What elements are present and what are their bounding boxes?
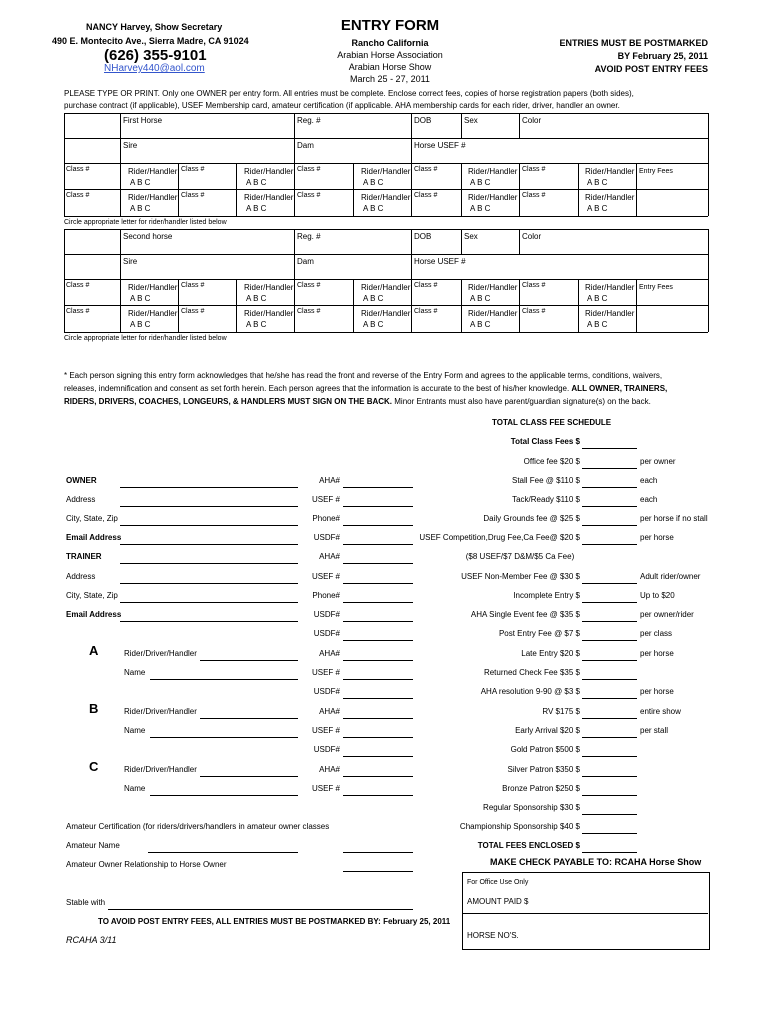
championship-sponsorship-label: Championship Sponsorship $40 $ — [459, 822, 580, 831]
rider-handler-cell[interactable]: Rider/Handler — [361, 193, 411, 202]
class-number-cell[interactable]: Class # — [522, 192, 546, 199]
usdf-label: USDF# — [313, 687, 340, 696]
trainer-address-label: Address — [66, 572, 96, 581]
rv-fee-field[interactable] — [582, 718, 637, 719]
grounds-fee-field[interactable] — [582, 525, 637, 526]
horse-2-reg-label[interactable]: Reg. # — [297, 232, 321, 241]
silver-patron-field[interactable] — [582, 776, 637, 777]
usef-number-label: USEF # — [311, 784, 340, 793]
aha-resolution-field[interactable] — [582, 698, 637, 699]
agreement-line-2: releases, indemnification and consent as set forth herein. Each person agrees that the information is accurate to the best of his/her knowledge. ALL OWNER, TRAINERS, — [64, 384, 668, 393]
horse-1-dam-label[interactable]: Dam — [297, 141, 314, 150]
abc-selector[interactable]: A B C — [587, 204, 608, 213]
entry-fees-cell[interactable]: Entry Fees — [639, 168, 673, 175]
amateur-cert-label: Amateur Certification (for riders/drivers/handlers in amateur owner classes — [66, 822, 330, 831]
rider-c-name-field[interactable] — [150, 795, 298, 796]
abc-selector[interactable]: A B C — [470, 204, 491, 213]
usdf-label: USDF# — [313, 629, 340, 638]
regular-sponsorship-field[interactable] — [582, 814, 637, 815]
rider-a-usdf-field[interactable] — [343, 698, 413, 699]
secretary-email-link[interactable]: NHarvey440@aol.com — [104, 63, 205, 74]
class-number-cell[interactable]: Class # — [297, 192, 321, 199]
rider-c-field[interactable] — [200, 776, 298, 777]
total-class-fees-field[interactable] — [582, 448, 637, 449]
rider-handler-cell[interactable]: Rider/Handler — [585, 193, 635, 202]
postmark-line-3: AVOID POST ENTRY FEES — [594, 64, 708, 74]
instructions-line-1: PLEASE TYPE OR PRINT. Only one OWNER per entry form. All entries must be complete. Enclose correct fees, copies of horse registration papers (both sides), — [64, 89, 634, 98]
form-title: ENTRY FORM — [340, 17, 440, 34]
fee-schedule-title: TOTAL CLASS FEE SCHEDULE — [492, 418, 612, 427]
bronze-patron-label: Bronze Patron $250 $ — [502, 784, 580, 793]
rv-fee-note: entire show — [640, 707, 681, 716]
rider-handler-cell[interactable]: Rider/Handler — [244, 283, 294, 292]
owner-usdf-field[interactable] — [343, 544, 413, 545]
stall-fee-label: Stall Fee @ $110 $ — [511, 476, 580, 485]
horse-1-color-label[interactable]: Color — [522, 116, 542, 125]
rider-handler-cell[interactable]: Rider/Handler — [361, 167, 411, 176]
championship-sponsorship-field[interactable] — [582, 833, 637, 834]
secretary-phone: (626) 355-9101 — [104, 47, 207, 64]
rider-handler-cell[interactable]: Rider/Handler — [585, 309, 635, 318]
class-number-cell[interactable]: Class # — [414, 166, 438, 173]
amateur-number-field[interactable] — [343, 852, 413, 853]
trainer-label: TRAINER — [66, 552, 102, 561]
amateur-relationship-field[interactable] — [343, 871, 413, 872]
usdf-label: USDF# — [313, 533, 340, 542]
aha-number-label: AHA# — [319, 765, 340, 774]
trainer-email-field[interactable] — [120, 621, 298, 622]
usdf-label: USDF# — [313, 610, 340, 619]
class-number-cell[interactable]: Class # — [66, 166, 90, 173]
post-entry-label: Post Entry Fee @ $7 $ — [498, 629, 580, 638]
horse-1-reg-label[interactable]: Reg. # — [297, 116, 321, 125]
stall-fee-note: each — [640, 476, 658, 485]
class-number-cell[interactable]: Class # — [297, 308, 321, 315]
total-fees-enclosed-label: TOTAL FEES ENCLOSED $ — [477, 841, 580, 850]
aha-number-label: AHA# — [319, 649, 340, 658]
rider-handler-cell[interactable]: Rider/Handler — [244, 193, 294, 202]
early-arrival-field[interactable] — [582, 737, 637, 738]
rider-name-label: Name — [124, 668, 146, 677]
late-entry-label: Late Entry $20 $ — [521, 649, 580, 658]
rider-letter-a: A — [89, 643, 99, 658]
tack-fee-label: Tack/Ready $110 $ — [512, 495, 580, 504]
rider-a-usef-field[interactable] — [343, 679, 413, 680]
horse-1-dob-label[interactable]: DOB — [414, 116, 432, 125]
instructions-line-2: purchase contract (if applicable), USEF Membership card, amateur certification (if applicable. AHA membership cards for each rider, driver, handler an owner. — [64, 101, 620, 110]
horse-numbers-label[interactable]: HORSE NO'S. — [467, 931, 519, 940]
form-code: RCAHA 3/11 — [66, 935, 117, 945]
aha-resolution-label: AHA resolution 9-90 @ $3 $ — [480, 687, 580, 696]
owner-city-field[interactable] — [120, 525, 298, 526]
bronze-patron-field[interactable] — [582, 795, 637, 796]
class-number-cell[interactable]: Class # — [181, 192, 205, 199]
rider-b-name-field[interactable] — [150, 737, 298, 738]
class-number-cell[interactable]: Class # — [522, 166, 546, 173]
trainer-aha-field[interactable] — [343, 563, 413, 564]
gold-patron-label: Gold Patron $500 $ — [510, 745, 580, 754]
owner-email-field[interactable] — [120, 544, 298, 545]
horse-2-color-label[interactable]: Color — [522, 232, 542, 241]
gold-patron-field[interactable] — [582, 756, 637, 757]
rider-b-usef-field[interactable] — [343, 737, 413, 738]
postmark-warning: TO AVOID POST ENTRY FEES, ALL ENTRIES MUST BE POSTMARKED BY: February 25, 2011 — [98, 917, 451, 926]
rider-b-field[interactable] — [200, 718, 298, 719]
rider-b-aha-field[interactable] — [343, 718, 413, 719]
aha-resolution-note: per horse — [640, 687, 674, 696]
circle-note: Circle appropriate letter for rider/handler listed below — [64, 219, 227, 226]
association: Arabian Horse Association — [337, 50, 443, 60]
rider-handler-cell[interactable]: Rider/Handler — [244, 167, 294, 176]
phone-label: Phone# — [312, 514, 340, 523]
trainer-name-field[interactable] — [120, 563, 298, 564]
abc-selector[interactable]: A B C — [470, 178, 491, 187]
total-fees-enclosed-field[interactable] — [582, 852, 637, 853]
rider-handler-cell[interactable]: Rider/Handler — [585, 283, 635, 292]
tack-fee-note: each — [640, 495, 658, 504]
rider-name-label: Name — [124, 784, 146, 793]
owner-label: OWNER — [66, 476, 97, 485]
amount-paid-label[interactable]: AMOUNT PAID $ — [467, 897, 529, 906]
rider-handler-cell[interactable]: Rider/Handler — [244, 309, 294, 318]
stable-with-label: Stable with — [66, 898, 106, 907]
rider-handler-cell[interactable]: Rider/Handler — [128, 309, 178, 318]
aha-single-note: per owner/rider — [640, 610, 694, 619]
late-entry-note: per horse — [640, 649, 674, 658]
horse-1-sex-label[interactable]: Sex — [464, 116, 478, 125]
horse-2-dam-label[interactable]: Dam — [297, 257, 314, 266]
trainer-address-field[interactable] — [120, 583, 298, 584]
incomplete-entry-note: Up to $20 — [640, 591, 675, 600]
rider-c-aha-field[interactable] — [343, 776, 413, 777]
returned-check-field[interactable] — [582, 679, 637, 680]
stable-with-field[interactable] — [108, 909, 413, 910]
abc-selector[interactable]: A B C — [130, 320, 151, 329]
owner-address-label: Address — [66, 495, 96, 504]
owner-aha-field[interactable] — [343, 487, 413, 488]
abc-selector[interactable]: A B C — [587, 294, 608, 303]
horse-2-sire-label[interactable]: Sire — [123, 257, 138, 266]
stall-fee-field[interactable] — [582, 487, 637, 488]
rider-handler-cell[interactable]: Rider/Handler — [128, 193, 178, 202]
owner-name-field[interactable] — [120, 487, 298, 488]
early-arrival-note: per stall — [640, 726, 669, 735]
rider-a-aha-field[interactable] — [343, 660, 413, 661]
rider-handler-cell[interactable]: Rider/Handler — [128, 167, 178, 176]
abc-selector[interactable]: A B C — [587, 178, 608, 187]
rider-driver-handler-label: Rider/Driver/Handler — [124, 707, 197, 716]
amateur-relationship-label: Amateur Owner Relationship to Horse Owner — [66, 860, 227, 869]
aha-single-label: AHA Single Event fee @ $35 $ — [470, 610, 580, 619]
rider-letter-c: C — [89, 759, 99, 774]
office-fee-field[interactable] — [582, 468, 637, 469]
aha-single-field[interactable] — [582, 621, 637, 622]
class-number-cell[interactable]: Class # — [297, 166, 321, 173]
office-use-label: For Office Use Only — [467, 879, 529, 886]
payable-to: MAKE CHECK PAYABLE TO: RCAHA Horse Show — [490, 857, 702, 867]
office-fee-note: per owner — [640, 457, 676, 466]
abc-selector[interactable]: A B C — [246, 204, 267, 213]
rider-a-field[interactable] — [200, 660, 298, 661]
show-name: Arabian Horse Show — [348, 62, 432, 72]
abc-selector[interactable]: A B C — [246, 178, 267, 187]
class-number-cell[interactable]: Class # — [66, 282, 90, 289]
secretary-title: NANCY Harvey, Show Secretary — [86, 22, 223, 32]
amateur-name-label: Amateur Name — [66, 841, 120, 850]
usef-number-label: USEF # — [311, 495, 340, 504]
first-horse-label[interactable]: First Horse — [123, 116, 163, 125]
rider-handler-cell[interactable]: Rider/Handler — [468, 193, 518, 202]
tack-fee-field[interactable] — [582, 506, 637, 507]
usdf-field[interactable] — [343, 640, 413, 641]
abc-selector[interactable]: A B C — [246, 294, 267, 303]
horse-1-sire-label[interactable]: Sire — [123, 141, 138, 150]
rider-handler-cell[interactable]: Rider/Handler — [128, 283, 178, 292]
abc-selector[interactable]: A B C — [363, 294, 384, 303]
usef-comp-fee-note: per horse — [640, 533, 674, 542]
abc-selector[interactable]: A B C — [470, 294, 491, 303]
class-number-cell[interactable]: Class # — [181, 166, 205, 173]
owner-address-field[interactable] — [120, 506, 298, 507]
class-number-cell[interactable]: Class # — [66, 308, 90, 315]
usef-nonmember-label: USEF Non-Member Fee @ $30 $ — [461, 572, 580, 581]
rider-handler-cell[interactable]: Rider/Handler — [361, 309, 411, 318]
usef-comp-fee-field[interactable] — [582, 544, 637, 545]
total-class-fees-label: Total Class Fees $ — [510, 437, 580, 446]
rider-letter-b: B — [89, 701, 99, 716]
trainer-phone-field[interactable] — [343, 602, 413, 603]
regular-sponsorship-label: Regular Sponsorship $30 $ — [483, 803, 580, 812]
horse-2-usef-label[interactable]: Horse USEF # — [414, 257, 466, 266]
abc-selector[interactable]: A B C — [130, 294, 151, 303]
rider-handler-cell[interactable]: Rider/Handler — [585, 167, 635, 176]
rider-c-usef-field[interactable] — [343, 795, 413, 796]
horse-1-usef-label[interactable]: Horse USEF # — [414, 141, 466, 150]
entry-fees-cell[interactable]: Entry Fees — [639, 284, 673, 291]
office-use-box — [462, 872, 710, 950]
incomplete-entry-field[interactable] — [582, 602, 637, 603]
usef-comp-fee-label: USEF Competition,Drug Fee,Ca Fee@ $20 $ — [419, 533, 580, 542]
grounds-fee-note: per horse if no stall — [640, 514, 708, 523]
returned-check-label: Returned Check Fee $35 $ — [483, 668, 580, 677]
abc-selector[interactable]: A B C — [363, 204, 384, 213]
abc-selector[interactable]: A B C — [587, 320, 608, 329]
class-number-cell[interactable]: Class # — [522, 282, 546, 289]
early-arrival-label: Early Arrival $20 $ — [515, 726, 580, 735]
usef-nonmember-field[interactable] — [582, 583, 637, 584]
owner-city-label: City, State, Zip — [66, 514, 118, 523]
silver-patron-label: Silver Patron $350 $ — [507, 765, 580, 774]
class-number-cell[interactable]: Class # — [522, 308, 546, 315]
abc-selector[interactable]: A B C — [130, 178, 151, 187]
class-number-cell[interactable]: Class # — [297, 282, 321, 289]
show-dates: March 25 - 27, 2011 — [350, 74, 430, 84]
trainer-city-label: City, State, Zip — [66, 591, 118, 600]
class-number-cell[interactable]: Class # — [414, 282, 438, 289]
aha-number-label: AHA# — [319, 707, 340, 716]
rider-handler-cell[interactable]: Rider/Handler — [468, 167, 518, 176]
rider-driver-handler-label: Rider/Driver/Handler — [124, 765, 197, 774]
usef-nonmember-note: Adult rider/owner — [640, 572, 701, 581]
class-number-cell[interactable]: Class # — [66, 192, 90, 199]
class-number-cell[interactable]: Class # — [414, 192, 438, 199]
postmark-line-1: ENTRIES MUST BE POSTMARKED — [559, 38, 708, 48]
rider-b-usdf-field[interactable] — [343, 756, 413, 757]
horse-2-sex-label[interactable]: Sex — [464, 232, 478, 241]
venue: Rancho California — [351, 38, 429, 48]
class-number-cell[interactable]: Class # — [414, 308, 438, 315]
trainer-email-label: Email Address — [66, 610, 122, 619]
abc-selector[interactable]: A B C — [470, 320, 491, 329]
rider-name-label: Name — [124, 726, 146, 735]
trainer-city-field[interactable] — [120, 602, 298, 603]
agreement-line-1: * Each person signing this entry form acknowledges that he/she has read the front and reverse of the Entry Form and agrees to the applicable terms, conditions, waivers, — [64, 371, 663, 380]
post-entry-field[interactable] — [582, 640, 637, 641]
class-number-cell[interactable]: Class # — [181, 308, 205, 315]
amateur-name-field[interactable] — [148, 852, 298, 853]
trainer-usef-field[interactable] — [343, 583, 413, 584]
rv-fee-label: RV $175 $ — [542, 707, 580, 716]
office-fee-label: Office fee $20 $ — [523, 457, 580, 466]
owner-usef-field[interactable] — [343, 506, 413, 507]
abc-selector[interactable]: A B C — [363, 320, 384, 329]
late-entry-field[interactable] — [582, 660, 637, 661]
abc-selector[interactable]: A B C — [363, 178, 384, 187]
aha-number-label: AHA# — [319, 476, 340, 485]
trainer-usdf-field[interactable] — [343, 621, 413, 622]
circle-note: Circle appropriate letter for rider/handler listed below — [64, 335, 227, 342]
phone-label: Phone# — [312, 591, 340, 600]
horse-2-dob-label[interactable]: DOB — [414, 232, 432, 241]
aha-number-label: AHA# — [319, 552, 340, 561]
owner-email-label: Email Address — [66, 533, 122, 542]
usef-number-label: USEF # — [311, 572, 340, 581]
rider-handler-cell[interactable]: Rider/Handler — [361, 283, 411, 292]
rider-handler-cell[interactable]: Rider/Handler — [468, 283, 518, 292]
abc-selector[interactable]: A B C — [130, 204, 151, 213]
rider-a-name-field[interactable] — [150, 679, 298, 680]
class-number-cell[interactable]: Class # — [181, 282, 205, 289]
secretary-address: 490 E. Montecito Ave., Sierra Madre, CA 91024 — [52, 36, 249, 46]
owner-phone-field[interactable] — [343, 525, 413, 526]
fee-breakdown-note: ($8 USEF/$7 D&M/$5 Ca Fee) — [465, 552, 575, 561]
incomplete-entry-label: Incomplete Entry $ — [513, 591, 580, 600]
rider-driver-handler-label: Rider/Driver/Handler — [124, 649, 197, 658]
usdf-label: USDF# — [313, 745, 340, 754]
second-horse-label[interactable]: Second horse — [123, 232, 173, 241]
abc-selector[interactable]: A B C — [246, 320, 267, 329]
postmark-line-2: BY February 25, 2011 — [617, 51, 708, 61]
usef-number-label: USEF # — [311, 668, 340, 677]
post-entry-note: per class — [640, 629, 673, 638]
rider-handler-cell[interactable]: Rider/Handler — [468, 309, 518, 318]
usef-number-label: USEF # — [311, 726, 340, 735]
agreement-line-3: RIDERS, DRIVERS, COACHES, LONGEURS, & HANDLERS MUST SIGN ON THE BACK. Minor Entrants must also have parent/guardian signature(s) on the back. — [64, 397, 651, 406]
grounds-fee-label: Daily Grounds fee @ $25 $ — [483, 514, 580, 523]
